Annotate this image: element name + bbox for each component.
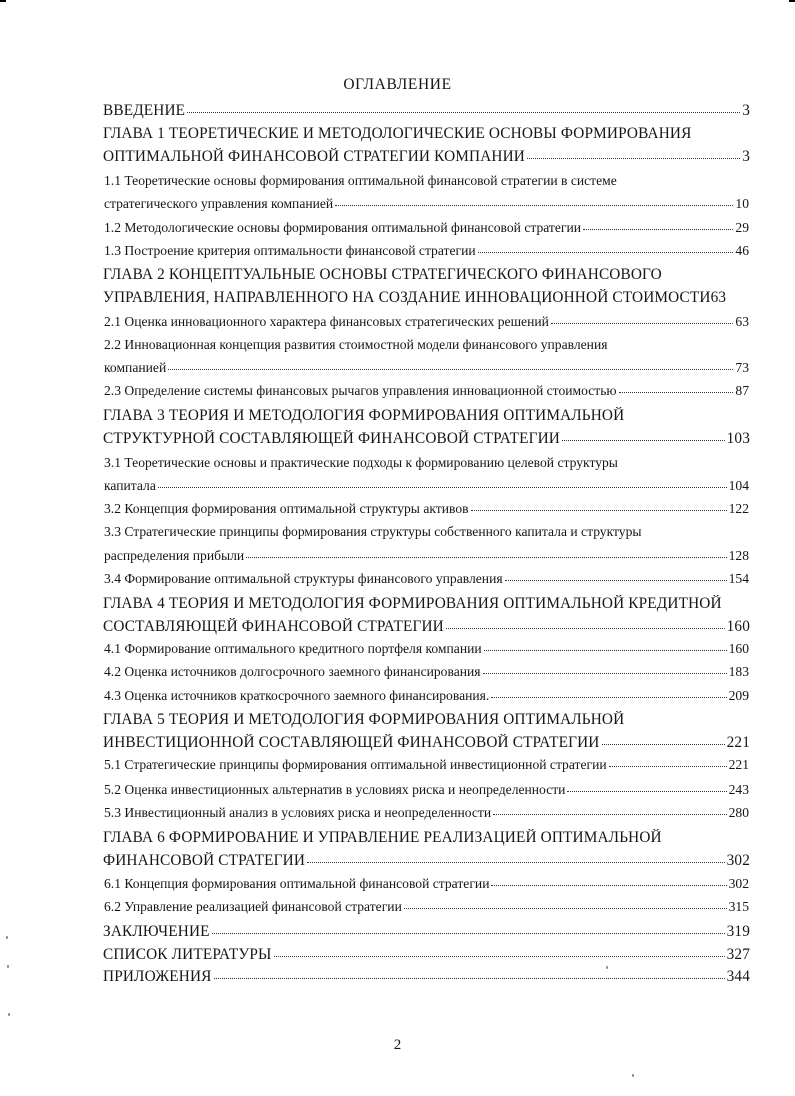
- toc-entry-text: 2.1 Оценка инновационного характера финансовых стратегических решений: [104, 314, 549, 329]
- toc-page-number: 302: [728, 876, 749, 891]
- toc-chapter-line: [103, 968, 750, 986]
- toc-dot-leader: [551, 322, 733, 324]
- toc-dot-leader: [491, 696, 726, 698]
- toc-page-number: 209: [728, 688, 749, 703]
- toc-dot-leader: [404, 907, 727, 909]
- toc-page-number: 103: [726, 430, 750, 447]
- toc-dot-leader: [484, 649, 727, 651]
- toc-entry-text: 1.1 Теоретические основы формирования оптимальной финансовой стратегии в системе: [104, 173, 617, 188]
- toc-section-line: [104, 688, 749, 704]
- toc-entry-text: ВВЕДЕНИЕ: [103, 102, 186, 119]
- toc-dot-leader: [493, 813, 726, 815]
- toc-entry-text: 2.3 Определение системы финансовых рычагов управления инновационной стоимостью: [104, 383, 617, 398]
- toc-chapter-line: [103, 102, 750, 120]
- toc-entry-text: стратегического управления компанией: [104, 196, 334, 211]
- toc-dot-leader: [214, 977, 725, 979]
- toc-dot-leader: [527, 157, 740, 159]
- toc-entry-text: 3.2 Концепция формирования оптимальной структуры активов: [104, 501, 469, 516]
- toc-chapter-line: [103, 595, 750, 613]
- toc-entry-text: ПРИЛОЖЕНИЯ: [103, 968, 212, 985]
- toc-section-line: [104, 641, 749, 657]
- toc-page-number: 104: [728, 478, 749, 493]
- toc-section-line: [104, 782, 749, 798]
- toc-entry-text: 1.3 Построение критерия оптимальности финансовой стратегии: [104, 243, 476, 258]
- toc-dot-leader: [505, 579, 727, 581]
- toc-entry-text: ФИНАНСОВОЙ СТРАТЕГИИ: [103, 852, 306, 869]
- toc-page-number: 315: [728, 899, 749, 914]
- toc-entry-text: ГЛАВА 2 КОНЦЕПТУАЛЬНЫЕ ОСНОВЫ СТРАТЕГИЧЕСКОГО ФИНАНСОВОГО: [103, 266, 662, 283]
- page-title: ОГЛАВЛЕНИЕ: [343, 76, 452, 93]
- toc-chapter-line: [103, 618, 750, 636]
- toc-section-line: [104, 571, 749, 587]
- toc-chapter-line: [103, 407, 750, 425]
- toc-page-number: 3: [742, 102, 750, 119]
- toc-entry-text: 3.1 Теоретические основы и практические подходы к формированию целевой структуры: [104, 455, 618, 470]
- toc-chapter-line: [103, 266, 750, 284]
- toc-dot-leader: [212, 932, 725, 934]
- toc-entry-text: 4.3 Оценка источников краткосрочного заемного финансирования.: [104, 688, 490, 703]
- toc-dot-leader: [158, 486, 727, 488]
- toc-entry-text: УПРАВЛЕНИЯ, НАПРАВЛЕННОГО НА СОЗДАНИЕ ИННОВАЦИОННОЙ СТОИМОСТИ63: [103, 289, 727, 306]
- page-number: 2: [393, 1037, 402, 1053]
- toc-entry-text: 6.1 Концепция формирования оптимальной финансовой стратегии: [104, 876, 490, 891]
- toc-chapter-line: [103, 711, 750, 729]
- toc-entry-text: СТРУКТУРНОЙ СОСТАВЛЯЮЩЕЙ ФИНАНСОВОЙ СТРАТЕГИИ: [103, 430, 561, 447]
- toc-dot-leader: [602, 743, 725, 745]
- toc-page-number: 160: [728, 641, 749, 656]
- scan-speck: [632, 1074, 634, 1077]
- toc-dot-leader: [562, 439, 725, 441]
- toc-entry-text: ГЛАВА 3 ТЕОРИЯ И МЕТОДОЛОГИЯ ФОРМИРОВАНИЯ ОПТИМАЛЬНОЙ: [103, 407, 625, 424]
- toc-entry-text: ГЛАВА 1 ТЕОРЕТИЧЕСКИЕ И МЕТОДОЛОГИЧЕСКИЕ ОСНОВЫ ФОРМИРОВАНИЯ: [103, 125, 692, 142]
- toc-page-number: 221: [726, 734, 750, 751]
- scan-speck: [6, 936, 8, 939]
- toc-page-number: 243: [728, 782, 749, 797]
- toc-dot-leader: [246, 556, 726, 558]
- toc-entry-text: СПИСОК ЛИТЕРАТУРЫ: [103, 946, 272, 963]
- toc-page-number: 3: [742, 148, 750, 165]
- toc-dot-leader: [478, 251, 734, 253]
- toc-dot-leader: [619, 391, 734, 393]
- toc-section-line: [104, 478, 749, 494]
- toc-section-line: [104, 757, 749, 773]
- scan-speck: [8, 1013, 10, 1016]
- toc-entry-text: 5.2 Оценка инвестиционных альтернатив в условиях риска и неопределенности: [104, 782, 566, 797]
- toc-page-number: 73: [735, 360, 749, 375]
- toc-page-number: 122: [728, 501, 749, 516]
- toc-section-line: [104, 524, 749, 540]
- toc-section-line: [104, 196, 749, 212]
- toc-chapter-line: [103, 148, 750, 166]
- toc-page-number: 46: [735, 243, 749, 258]
- toc-dot-leader: [491, 884, 726, 886]
- toc-page-number: 63: [735, 314, 749, 329]
- toc-section-line: [104, 337, 749, 353]
- toc-entry-text: ГЛАВА 6 ФОРМИРОВАНИЕ И УПРАВЛЕНИЕ РЕАЛИЗАЦИЕЙ ОПТИМАЛЬНОЙ: [103, 829, 662, 846]
- toc-entry-text: 2.2 Инновационная концепция развития стоимостной модели финансового управления: [104, 337, 608, 352]
- scan-speck: [7, 965, 9, 968]
- toc-section-line: [104, 876, 749, 892]
- toc-page-number: 319: [726, 923, 750, 940]
- toc-entry-text: 3.3 Стратегические принципы формирования структуры собственного капитала и структуры: [104, 524, 642, 539]
- toc-page-number: 221: [728, 757, 749, 772]
- toc-dot-leader: [168, 368, 733, 370]
- toc-page-number: 154: [728, 571, 749, 586]
- toc-dot-leader: [335, 204, 733, 206]
- toc-dot-leader: [583, 228, 733, 230]
- toc-entry-text: ОПТИМАЛЬНОЙ ФИНАНСОВОЙ СТРАТЕГИИ КОМПАНИИ: [103, 148, 526, 165]
- toc-section-line: [104, 220, 749, 236]
- toc-entry-text: ЗАКЛЮЧЕНИЕ: [103, 923, 210, 940]
- scan-speck: [606, 966, 608, 969]
- toc-section-line: [104, 548, 749, 564]
- toc-dot-leader: [307, 861, 725, 863]
- toc-section-line: [104, 664, 749, 680]
- toc-dot-leader: [446, 627, 725, 629]
- toc-page-number: 183: [728, 664, 749, 679]
- toc-section-line: [104, 455, 749, 471]
- toc-entry-text: ИНВЕСТИЦИОННОЙ СОСТАВЛЯЮЩЕЙ ФИНАНСОВОЙ СТРАТЕГИИ: [103, 734, 600, 751]
- toc-section-line: [104, 383, 749, 399]
- toc-entry-text: 5.1 Стратегические принципы формирования оптимальной инвестиционной стратегии: [104, 757, 607, 772]
- toc-chapter-line: [103, 923, 750, 941]
- toc-chapter-line: [103, 734, 750, 752]
- toc-dot-leader: [483, 672, 727, 674]
- toc-page-number: 344: [726, 968, 750, 985]
- toc-section-line: [104, 243, 749, 259]
- toc-entry-text: СОСТАВЛЯЮЩЕЙ ФИНАНСОВОЙ СТРАТЕГИИ: [103, 618, 444, 635]
- toc-dot-leader: [471, 509, 727, 511]
- toc-chapter-line: [103, 946, 750, 964]
- toc-dot-leader: [187, 111, 740, 113]
- toc-section-line: [104, 173, 749, 189]
- toc-section-line: [104, 314, 749, 330]
- toc-entry-text: распределения прибыли: [104, 548, 245, 563]
- toc-page-number: 160: [726, 618, 750, 635]
- toc-entry-text: 1.2 Методологические основы формирования оптимальной финансовой стратегии: [104, 220, 582, 235]
- toc-page-number: 302: [726, 852, 750, 869]
- toc-entry-text: ГЛАВА 4 ТЕОРИЯ И МЕТОДОЛОГИЯ ФОРМИРОВАНИЯ ОПТИМАЛЬНОЙ КРЕДИТНОЙ: [103, 595, 722, 612]
- toc-dot-leader: [567, 790, 726, 792]
- toc-page-number: 87: [735, 383, 749, 398]
- toc-entry-text: капитала: [104, 478, 156, 493]
- toc-section-line: [104, 360, 749, 376]
- toc-entry-text: 4.1 Формирование оптимального кредитного портфеля компании: [104, 641, 482, 656]
- toc-dot-leader: [609, 765, 727, 767]
- toc-entry-text: 3.4 Формирование оптимальной структуры финансового управления: [104, 571, 503, 586]
- toc-page-number: 29: [735, 220, 749, 235]
- toc-section-line: [104, 899, 749, 915]
- toc-chapter-line: [103, 289, 750, 307]
- toc-entry-text: 4.2 Оценка источников долгосрочного заемного финансирования: [104, 664, 481, 679]
- toc-page-number: 128: [728, 548, 749, 563]
- toc-chapter-line: [103, 125, 750, 143]
- toc-chapter-line: [103, 852, 750, 870]
- toc-entry-text: ГЛАВА 5 ТЕОРИЯ И МЕТОДОЛОГИЯ ФОРМИРОВАНИЯ ОПТИМАЛЬНОЙ: [103, 711, 625, 728]
- toc-chapter-line: [103, 829, 750, 847]
- toc-entry-text: 6.2 Управление реализацией финансовой стратегии: [104, 899, 402, 914]
- toc-section-line: [104, 805, 749, 821]
- toc-section-line: [104, 501, 749, 517]
- toc-page-number: 10: [735, 196, 749, 211]
- toc-page-number: 327: [726, 946, 750, 963]
- toc-chapter-line: [103, 430, 750, 448]
- toc-entry-text: компанией: [104, 360, 167, 375]
- toc-entry-text: 5.3 Инвестиционный анализ в условиях риска и неопределенности: [104, 805, 492, 820]
- toc-dot-leader: [274, 955, 725, 957]
- toc-page-number: 280: [728, 805, 749, 820]
